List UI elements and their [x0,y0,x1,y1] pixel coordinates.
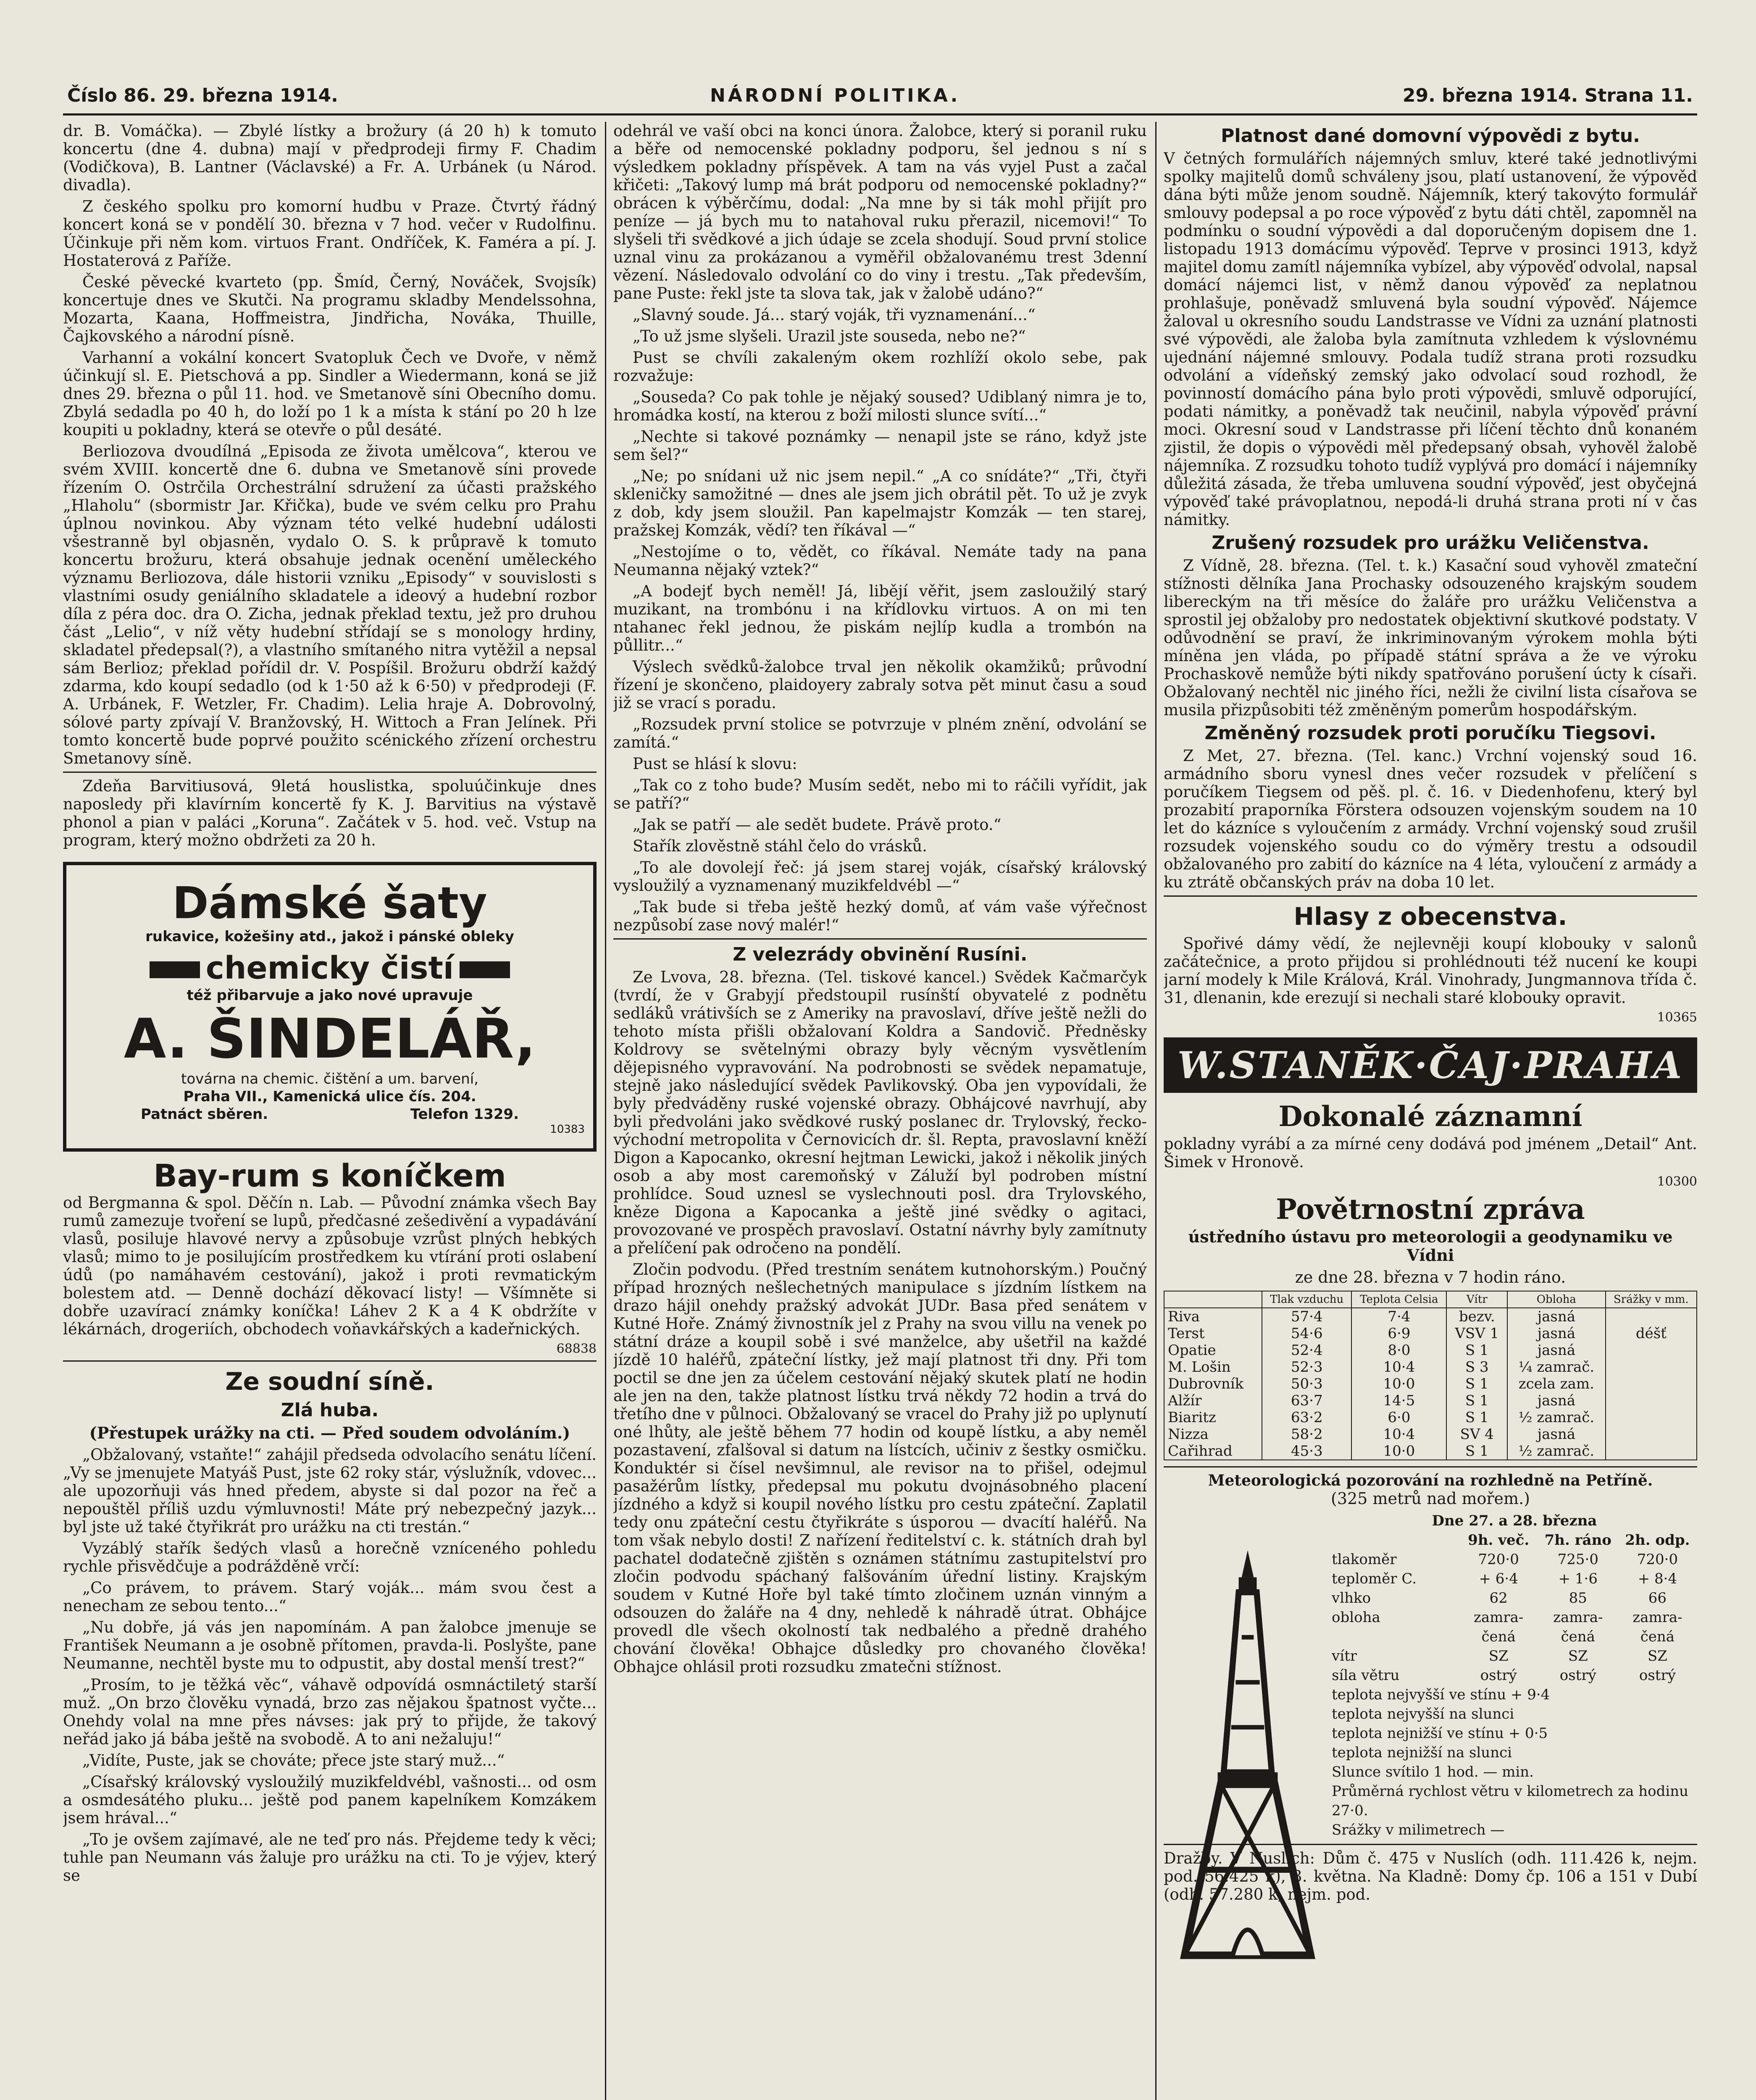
weather-row [1164,1409,1697,1426]
article-text: „Jak se patří — ale sedět budete. Právě proto.“ [633,816,1002,834]
article-text: Berliozova dvoudílná „Episoda ze života umělcova“, kterou ve svém XVIII. koncertě dne 6. dubna ve Smetanově síni provede řízením O. Ostrčila Orchestrální sdružení za účasti pražského „Hlaholu“ (sbormistr Jar. Křička), bude ve svém celku pro Prahu úplnou novinkou. Aby význam této velké hudební události všestranně byl objasněn, vydalo O. S. k průpravě k tomuto koncertu brožuru, která obsahuje jednak ocenění uměleckého významu Berliozova, dále historii vzniku „Episody“ v souvislosti s vlastními osudy geniálního skladatele a ideový a hudební rozbor díla z péra doc. dra O. Zicha, jednak překlad textu, jež pro druhou část „Lelio“, v níž věty hudební střídají se s monology hrdiny, skladatel předepsal(?), a vlastního smítaného nitra vytěžil a nepsal sám Berlioz; překlad pořídil dr. V. Pospíšil. Brožuru obdrží každý zdarma, kdo koupí sedadlo (od k 1·50 až k 6·50) v předprodeji (F. A. Urbánek, F. Wetzler, Fr. Chadim). Lelia hraje A. Dobrovolný, sólové party zpívají V. Branžovský, H. Wittoch a Fran Jelínek. Při tomto koncertě bude poprvé použito scénického zřízení orchestru Smetanovy síně. [63,442,597,767]
observation-line: teplota nejnižší na slunci [1332,1744,1512,1761]
weather-cell: S 1 [1446,1376,1507,1392]
observation-value: SZ [1568,1648,1588,1664]
article-text: dr. B. Vomáčka). — Zbylé lístky a brožury (á 20 h) k tomuto koncertu (dne 4. dubna) mají v předprodeji firmy F. Chadim (Vodičkova), B. Lantner (Václavské) a Fr. A. Urbánek (u Národ. divadla). [63,122,597,194]
article-text: „To je ovšem zajímavé, ale ne teď pro nás. Přejdeme tedy k věci; tuhle pan Neumann vás žaluje pro urážku na cti. To je výjev, který se [63,1830,597,1885]
weather-cell: jasná [1507,1308,1606,1325]
article-text: „A bodejť bych neměl! Já, libějí věřit, jsem zasloužilý starý muzikant, na trombónu i na křídlovku virtuos. A on mi ten ntahanec řekl jednou, že piskám nejlíp kudla a trombón na půllitr...“ [613,582,1147,654]
observation-label: obloha [1332,1609,1380,1626]
weather-cell [1606,1426,1697,1443]
weather-row [1164,1325,1697,1342]
weather-row [1164,1392,1697,1409]
ad-company-name: A. ŠINDELÁŘ, [124,1007,536,1071]
observation-label: síla větru [1332,1667,1400,1684]
article-text: „Nechte si takové poznámky — nenapil jste se ráno, když jste sem šel?“ [613,428,1147,464]
weather-column-header: Tlak vzduchu [1262,1291,1351,1308]
weather-cell [1606,1443,1697,1460]
observation-block [1164,1466,1697,1840]
weather-cell: jasná [1507,1426,1606,1443]
article-text: „Tak co z toho bude? Musím sedět, nebo mi to ráčili vyřídit, jak se patří?“ [613,776,1147,812]
observation-line: teplota nejvyšší na slunci [1332,1706,1514,1722]
ad-text: továrna na chemic. čištění a um. barvení, [181,1071,478,1087]
article-text: Zločin podvodu. (Před trestním senátem kutnohorským.) Poučný případ hrozných nešlechetných manipulace s jízdním lístkem na drazo hájil onehdy pražský advokát JUDr. Basa před senátem v Kutné Hoře. Známý živnostník jel z Prahy na svou villu na venek po státní dráze a koupil sobě i své manželce, aby ušetřil na každé jízdě 10 haléřů, zpáteční lístky, jež mají platnost tři dny. Při tom poctil se dne jen za účelem cestování nějaký skutek platí ne hodin ale jen na den, takže platnost lístku trvá někdy 72 hodin a trvá do třetího dne v půlnoci. Obžalovaný se vracel do Prahy již po uplynutí oné lhůty, ale ještě během 77 hodin od koupě lístku, a aby neměl pozastavení, zfalšoval si datum na lístcích, učiniv z šestky osmičku. Konduktér si čísel nevšimnul, ale revisor na to přišel, odejmul pasažérům lístky, předepsal mu pokutu dvojnásobného placení jízdného a když si koupil nového lístku pro cestu zpáteční. Zaplatil tedy onu zpáteční cestu čtyřikráte s úsporou — dvacítí haléřů. Na tom však nebylo dosti! Z nařízení ředitelství c. k. státních drah byl pachatel dodatečně zjištěn s oznámen státnímu zastupitelství pro zločin podvodu spáchaný falšováním úřední listiny. Krajským soudem v Kutné Hoře byl také tímto zločinem uznán vinným a odsouzen do žaláře na 4 dny, nehledě k náhradě útrat. Obhájce provedl dle všech okolností tak nedbalého a předně drahého chování člověka! Obhajce důsledky pro chovaného člověka! Obhajce ohlásil proti rozsudku zmatečni stížnost. [613,1260,1147,1676]
weather-station: Alžír [1164,1392,1262,1409]
observation-label: vlhko [1332,1590,1371,1606]
ad-number: 10383 [550,1123,585,1136]
weather-table [1164,1291,1697,1460]
observation-value: 725·0 [1557,1551,1598,1568]
observation-row [1332,1588,1697,1608]
observation-time: 9h. več. [1468,1532,1530,1549]
column-1 [63,122,597,2100]
article-text: Ze Lvova, 28. března. (Tel. tiskové kancel.) Svědek Kačmarčyk (tvrdí, že v Grabyjí předstoupil rusínští obyvatelé z podnětu sedláků vrátivších se z Ameriky na pravoslaví, dříve ještě nežli do tehoto místa přišli obžalovaní Koldra a Sandovič. Předněsky Koldrovy se světelnými obrazy byly věcným vysvětlením dějepisného vypravování. Na podrobnosti se svědek nepamatuje, stejně jako následující svědek Pavlikovský. Oba jen vypovídali, že byly předváděny ruské vojenské obrazy. Obhájcové navrhují, aby byli předvoláni jako svědkové ruský poslanec dr. Trylovský, řecko-východní metropolita v Černovicích dr. šl. Repta, pravoslavní kněží Digon a Kapocanko, okresní hejtman Lewicki, jakož i několik jiných osob a aby most caremoňský v Záluží byl podroben místní prohlídce. Soud uznesl se vyslechnouti posl. dra Trylovského, kněze Digona a Kapocanka a ještě jiné svědky o agitaci, provozované ve prospěch pravoslaví. Ostatní návrhy byly zamítnuty a přelíčení pak odročeno na pondělí. [613,968,1147,1257]
divider [613,938,1147,940]
observation-dates: Dne 27. a 28. března [1432,1512,1597,1529]
header-right: 29. března 1914. Strana 11. [1402,85,1693,106]
ad-number: 10365 [1657,1010,1697,1025]
observation-value: ostrý [1639,1667,1676,1684]
article-text: „Císařský královský vysloužilý muzikfeldvébl, vašnosti... od osm a osmdesátého pluku... ještě pod panem kapelníkem Komzákem jsem hrával...“ [63,1773,597,1827]
weather-cell: 58·2 [1262,1426,1351,1443]
ad-text: též přibarvuje a jako nové upravuje [187,987,473,1004]
observation-row [1332,1646,1697,1666]
weather-cell: S 1 [1446,1342,1507,1359]
article-text: České pěvecké kvarteto (pp. Šmíd, Černý, Nováček, Svojsík) koncertuje dnes ve Skutči. Na programu skladby Mendelssohna, Mozarta, Kaana, Hoffmeistra, Jindřicha, Nováka, Thuille, Čajkovského a národní písně. [63,273,597,345]
weather-cell [1606,1342,1697,1359]
observation-line: teplota nejnižší ve stínu + 0·5 [1332,1725,1548,1742]
ad-bar [460,961,510,978]
weather-station: Cařihrad [1164,1443,1262,1460]
weather-cell: 52·4 [1262,1342,1351,1359]
weather-cell: jasná [1507,1392,1606,1409]
divider [1164,895,1697,897]
article-text: „Prosím, to je těžká věc“, váhavě odpovídá osmnáctiletý starší muž. „On brzo člověku vynadá, brzo zas nějakou špatnost vyčte... Onehdy volal na mne přes návses: jak prý to přijde, že takový neřád jako já bába ještě na svobodě. A to ani nežaluju!“ [63,1676,597,1748]
observation-time: 7h. ráno [1544,1532,1611,1549]
header-left: Číslo 86. 29. března 1914. [67,85,338,106]
weather-cell: VSV 1 [1446,1325,1507,1342]
observation-value: SZ [1488,1648,1509,1664]
advertisement-text: pokladny vyrábí a za mírné ceny dodává pod jménem „Detail“ Ant. Šimek v Hronově. [1164,1135,1697,1171]
petrin-tower-icon [1172,1547,1323,1967]
observation-value: ostrý [1559,1667,1596,1684]
observation-header [1332,1530,1697,1550]
weather-cell: 63·7 [1262,1392,1351,1409]
article-text: „To ale dovolejí řeč: já jsem starej voják, císařský královský vysloužilý a vyznamenaný muzikfeldvébl —“ [613,858,1147,895]
article-title: Platnost dané domovní výpovědi z bytu. [1221,125,1640,147]
weather-cell: 63·2 [1262,1409,1351,1426]
weather-cell [1606,1308,1697,1325]
article-text: „Ne; po snídani už nic jsem nepil.“ „A co snídáte?“ „Tři, čtyři skleničky samožitné — dnes ale jsem jich obrátil pět. To už je zvyk z dob, kdy jsem sloužil. Pan kapelmajstr Komzák — ten starej, pražskej Komzák, vědí? ten říkával —“ [613,467,1147,539]
observation-line: Srážky v milimetrech — [1332,1822,1505,1838]
header-masthead: NÁRODNÍ POLITIKA. [710,85,960,106]
article-text: Spořivé dámy vědí, že nejlevněji koupí klobouky v salonů začátečnice, a proto přijdou si prohlédnouti též nucení ke koupi jarní modely k Mile Králová, Král. Vinohrady, Jungmannova třída č. 31, dlenanin, kde erezují si nechali staré klobouky opravit. [1164,934,1697,1007]
weather-cell: 57·4 [1262,1308,1351,1325]
column-rule [1155,122,1157,2100]
weather-station: Biaritz [1164,1409,1262,1426]
article-title: Z velezrády obvinění Rusíni. [733,944,1028,965]
weather-column-header: Obloha [1507,1291,1606,1308]
observation-label: teploměr C. [1332,1570,1417,1587]
observation-lines [1332,1685,1697,1840]
observation-row [1332,1608,1697,1646]
weather-station: Dubrovník [1164,1376,1262,1392]
weather-station: M. Lošin [1164,1359,1262,1376]
ad-number: 68838 [556,1341,597,1356]
observation-value: zamra-čená [1553,1609,1603,1645]
article-text: „Nestojíme o to, vědět, co říkával. Nemáte tady na pana Neumanna nějaký vztek?“ [613,543,1147,579]
article-text: „Tak bude si třeba ještě hezký domů, ať vám vaše výřečnost nezpůsobí zase nový malér!“ [613,898,1147,934]
weather-cell [1606,1392,1697,1409]
observation-line: Slunce svítilo 1 hod. — min. [1332,1764,1534,1780]
column-rule [605,122,606,2100]
weather-row [1164,1426,1697,1443]
advertisement-bayrum-title: Bay-rum s koníčkem [153,1158,506,1194]
article-text: Pust se hlásí k slovu: [633,755,797,773]
ad-text: rukavice, kožešiny atd., jakož i pánské obleky [145,928,514,945]
weather-station: Riva [1164,1308,1262,1325]
article-text: „To už jsme slyšeli. Urazil jste souseda, nebo ne?“ [633,327,1026,345]
article-text: Vyzáblý stařík šedých vlasů a horečně vzníceného pohledu rychle přisvědčuje a podrážděně vrčí: [63,1539,597,1575]
article-text: „Nu dobře, já vás jen napomínám. A pan žalobce jmenuje se František Neumann a je osobně přítomen, pravda-li. Poslyšte, pane Neumanne, nechtěl byste mu to odpustit, aby dostal menší trest?“ [63,1618,597,1672]
weather-date: ze dne 28. března v 7 hodin ráno. [1295,1268,1566,1286]
ad-bar [150,961,200,978]
weather-cell: 45·3 [1262,1443,1351,1460]
weather-station: Nizza [1164,1426,1262,1443]
weather-cell: 14·5 [1351,1392,1446,1409]
weather-cell: 10·4 [1351,1359,1446,1376]
weather-column-header [1164,1291,1262,1308]
weather-cell: jasná [1507,1325,1606,1342]
observation-value: 85 [1569,1590,1587,1606]
article-text: Dražby. V Nuslích: Dům č. 475 v Nuslích (odh. 111.426 k, nejm. pod. 56.425 k), 3. května. Na Kladně: Domy čp. 106 a 151 v Dubí (odh. 57.280 k, nejm. pod. [1164,1849,1697,1903]
weather-cell: jasná [1507,1342,1606,1359]
article-title: Zrušený rozsudek pro urážku Veličenstva. [1212,532,1649,554]
observation-value: zamra-čená [1473,1609,1524,1645]
weather-cell: 6·9 [1351,1325,1446,1342]
observation-title: Meteorologická pozorování na rozhledně na Petříně. [1208,1472,1653,1489]
weather-cell: ½ zamrač. [1507,1443,1606,1460]
advertisement-stanek: W.STANĚK·ČAJ·PRAHA [1164,1037,1697,1093]
observation-row [1332,1569,1697,1588]
weather-row [1164,1443,1697,1460]
observation-value: + 6·4 [1479,1570,1518,1587]
observation-time: 2h. odp. [1625,1532,1690,1549]
article-text: Z Met, 27. března. (Tel. kanc.) Vrchní vojenský soud 16. armádního sboru vynesl dnes večer rozsudek v přelíčení s poručíkem Tiegsem od pěš. pl. č. 16. v Diedenhofenu, který byl prozabití praporníka Förstera odsouzen vojenským soudem na 10 let do kázníce s vyloučením z armády. Vrchní vojenský soud zrušil rozsudek vojenského soudu co do výměry trestu a odsoudil obžalovaného pro zabití do kázníce na 4 léta, vyloučení z armády a ku ztrátě občanských práv na doba 10 let. [1164,747,1697,891]
observation-label: vítr [1332,1648,1357,1664]
weather-cell: 54·6 [1262,1325,1351,1342]
article-title: Změněný rozsudek proti poručíku Tiegsovi. [1204,722,1656,744]
weather-cell: 10·4 [1351,1426,1446,1443]
observation-subtitle: (325 metrů nad mořem.) [1331,1489,1530,1508]
divider [63,1360,597,1362]
column-3 [1164,122,1697,2100]
weather-cell: S 1 [1446,1443,1507,1460]
observation-row [1332,1666,1697,1685]
ad-address: Praha VII., Kamenická ulice čís. 204. [183,1088,476,1105]
observation-value: SZ [1647,1648,1667,1664]
article-text: „Obžalovaný, vstaňte!“ zahájil předseda odvolacího senátu líčení. „Vy se jmenujete Matyáš Pust, jste 62 roky stár, výslužník, vdovec... ale upozorňuji vás hned předem, abyste si dal pozor na řeč a nepouštěl příliš uzdu výmluvnosti! Máte prý nebezpečný jazyk... byl jste už také čtyřikrát pro urážku na cti trestán.“ [63,1446,597,1536]
weather-cell: zcela zam. [1507,1376,1606,1392]
article-text: Výslech svědků-žalobce trval jen několik okamžiků; průvodní řízení je skončeno, plaidoyery zabraly sotva pět minut času a soud již se vrací s poradu. [613,658,1147,712]
weather-cell: 8·0 [1351,1342,1446,1359]
observation-value: ostrý [1480,1667,1517,1684]
ad-headline-2: chemicky čistí [75,949,585,987]
weather-title: Povětrnostní zpráva [1276,1193,1585,1226]
observation-value: + 1·6 [1558,1570,1598,1587]
weather-cell: ½ zamrač. [1507,1409,1606,1426]
weather-cell [1606,1359,1697,1376]
article-text: Pust se chvíli zakaleným okem rozhlíží okolo sebe, pak rozvažuje: [613,349,1147,385]
weather-cell: S 1 [1446,1392,1507,1409]
observation-value: 66 [1648,1590,1667,1606]
article-text: „Rozsudek první stolice se potvrzuje v plném znění, odvolání se zamítá.“ [613,715,1147,751]
weather-cell: SV 4 [1446,1426,1507,1443]
ad-contact: Patnáct sběren. Telefon 1329. [141,1106,519,1123]
weather-cell: 50·3 [1262,1376,1351,1392]
column-2 [613,122,1147,2100]
article-text: V četných formulářích nájemných smluv, které také jednotlivými spolky majitelů domů schváleny jsou, platí ustanovení, že výpověď dána býti může jenom soudně. Nájemník, který takovýto formulář smlouvy podepsal a po roce výpověď z bytu dáti chtěl, zapomněl na podmínku o soudní výpovědi a dal doporučeným dopisem dne 1. listopadu 1913 domácímu výpověď. Teprve v prosinci 1913, když majitel domu zamítl nájemníka vybízel, aby výpověď odvolal, napsal domácí nájemci list, v němž danou výpověď za neplatnou prohlašuje, poněvadž smluvená byla soudní výpověď. Nájemce žaloval u okresního soudu Landstrasse ve Vídni za uznání platnosti své výpovědi, ale žaloba byla zamítnuta vzhledem k výslovnému ujednání nájemné smlouvy. Podala tudíž strana proti rozsudku odvolání a vídeňský zemský jako odvolací soud rozhodl, že povinností domácího pána bylo proti výpovědi, smluvě odporující, podati námitky, a poněvadž tak neučinil, nabyla výpověď právní moci. Okresní soud v Landstrasse při líčení těchto dnů konaném zjistil, že dopis o výpovědi měl předepsaný obsah, vyhověl žalobě nájemníka. Z rozsudku tohoto tudíž vyplývá pro domácí i nájemníky důležitá zásada, že třeba umluvena soudní výpověď, jest obyčejná výpověď také právoplatnou, nepodá-li druhá strana proti ní v čas námitky. [1164,150,1697,529]
article-text: Zdeňa Barvitiusová, 9letá houslistka, spoluúčinkuje dnes naposledy při klavírním koncertě fy K. J. Barvitius na výstavě phonol a pian v paláci „Koruna“. Začátek v 5. hod. več. Vstup na program, který možno obdržeti za 20 h. [63,777,597,849]
observation-line: teplota nejvyšší ve stínu + 9·4 [1332,1686,1550,1703]
weather-row [1164,1376,1697,1392]
observation-value: 62 [1489,1590,1508,1606]
weather-cell: bezv. [1446,1308,1507,1325]
weather-cell: S 3 [1446,1359,1507,1376]
article-text: odehrál ve vaší obci na konci února. Žalobce, který si poranil ruku a běře od nemocenské pokladny podporu, šel jednou s ní s výsledkem pokladny příspěvek. A tam na vás vyjel Pust a začal křičeti: „Takový lump má brát podporu od nemocenské pokladny?“ obrácen k výběrčímu, dodal: „Na mne by si ták mohl přijít pro peníze — já bych mu to natahoval ruku přerazil, nicemovi!“ To slyšeli tři svědkové a jich údaje se zcela shodují. Soud první stolice uznal vinu za prokázanou a vyměřil obžalovanému trest 3denní vězení. Následovalo odvolání co do viny i trestu. „Tak především, pane Puste: řekl jste ta slova tak, jak v žalobě udáno?“ [613,122,1147,302]
article-title: Zlá huba. [281,1399,379,1421]
weather-row [1164,1308,1697,1325]
weather-cell: S 1 [1446,1409,1507,1426]
ad-headline: Dámské šaty [172,877,487,929]
observation-value: 720·0 [1478,1551,1519,1568]
observation-grid [1332,1511,1697,1685]
section-title: Ze soudní síně. [225,1367,434,1396]
ad-number: 10300 [1657,1174,1697,1189]
weather-cell: 52·3 [1262,1359,1351,1376]
page-header [63,80,1697,116]
section-title: Hlasy z obecenstva. [1293,902,1567,931]
weather-station: Terst [1164,1325,1262,1342]
weather-column-header: Vítr [1446,1291,1507,1308]
observation-label: tlakoměr [1332,1551,1397,1568]
weather-station: Opatie [1164,1342,1262,1359]
newspaper-page [63,80,1697,2100]
advertisement-bayrum-text: od Bergmanna & spol. Děčín n. Lab. — Původní známka všech Bay rumů zamezuje tvoření se lupů, předčasné zešedivění a vypadávání vlasů, posiluje hlavové nervy a způsobuje vzrůst plných hebkých vlasů; mimo to je posilujícím prostředkem ku vtírání proti oslabení údů (po namáhavém cestování), jakož i proti revmatickým bolestem atd. — Denně dochází děkovací listy! — Všímněte si dobře uzavírací známky koníčka! Láhev 2 K a 4 K obdržíte v lékárnách, drogeriích, obchodech voňavkářských a kadeřnických. [63,1194,597,1338]
weather-row [1164,1359,1697,1376]
article-text: Z Vídně, 28. března. (Tel. t. k.) Kasační soud vyhověl zmateční stížnosti dělníka Jana Prochasky odsouzeného krajským soudem libereckým na tři měsíce do žaláře pro urážku Veličenstva a sprostil jej obžaloby pro nedostatek objektivní skutkové podstaty. V odůvodnění se praví, že inkriminovaným výrokem mohla býti míněna jen vláda, po případě státní správa a že ve výroku Prochaskově nemůže býti nikdy spatřováno porušení úcty k císaři. Obžalovaný nechtěl nic jiného říci, nežli že civilní lista císařova se musila přizpůsobiti též změněným pomerům hospodářským. [1164,556,1697,719]
weather-cell: ¼ zamrač. [1507,1359,1606,1376]
weather-cell: déšť [1606,1325,1697,1342]
weather-subtitle: ústředního ústavu pro meteorologii a geodynamiku ve Vídni [1188,1227,1673,1265]
article-text: „Co právem, to právem. Starý voják... mám svou čest a nenecham ze sebou tento...“ [63,1579,597,1615]
weather-column-header: Teplota Celsia [1351,1291,1446,1308]
observation-row [1332,1550,1697,1569]
observation-line: Průměrná rychlost větru v kilometrech za hodinu 27·0. [1332,1783,1689,1819]
observation-value: zamra-čená [1632,1609,1682,1645]
weather-cell [1606,1409,1697,1426]
article-text: Z českého spolku pro komorní hudbu v Praze. Čtvrtý řádný koncert koná se v pondělí 30. března v 7 hod. večer v Rudolfinu. Účinkuje při něm kom. virtuos Frant. Ondříček, K. Faméra a pí. J. Hostaterová z Paříže. [63,197,597,270]
article-text: „Vidíte, Puste, jak se chováte; přece jste starý muž...“ [82,1751,505,1769]
divider [63,772,597,773]
weather-row [1164,1342,1697,1359]
article-text: „Souseda? Co pak tohle je nějaký soused? Udiblaný nimra je to, hromádka kostí, na kterou z boží milosti slunce svítí...“ [613,388,1147,424]
article-text: Varhanní a vokální koncert Svatopluk Čech ve Dvoře, v němž účinkují sl. E. Pietschová a pp. Sindler a Wiedermann, koná se již dnes 29. března o půl 11. hod. ve Smetanově síni Obecního domu. Zbylá sedadla po 40 h, do loží po 1 k a místa k stání po 20 h lze koupiti u pokladny, která se otevře o půl desáté. [63,349,597,439]
observation-value: 720·0 [1637,1551,1678,1568]
weather-cell: 6·0 [1351,1409,1446,1426]
weather-cell: 10·0 [1351,1443,1446,1460]
advertisement-sindelar [63,862,597,1152]
weather-column-header: Srážky v mm. [1606,1291,1697,1308]
observation-value: + 8·4 [1638,1570,1677,1587]
article-subtitle: (Přestupek urážky na cti. — Před soudem odvoláním.) [89,1423,570,1442]
advertisement-title: Dokonalé záznamní [1278,1100,1583,1133]
weather-cell [1606,1376,1697,1392]
article-text: Stařík zlověstně stáhl čelo do vrásků. [633,837,927,855]
weather-cell: 7·4 [1351,1308,1446,1325]
article-text: „Slavný soude. Já... starý voják, tři vyznamenání...“ [633,306,1036,324]
weather-cell: 10·0 [1351,1376,1446,1392]
